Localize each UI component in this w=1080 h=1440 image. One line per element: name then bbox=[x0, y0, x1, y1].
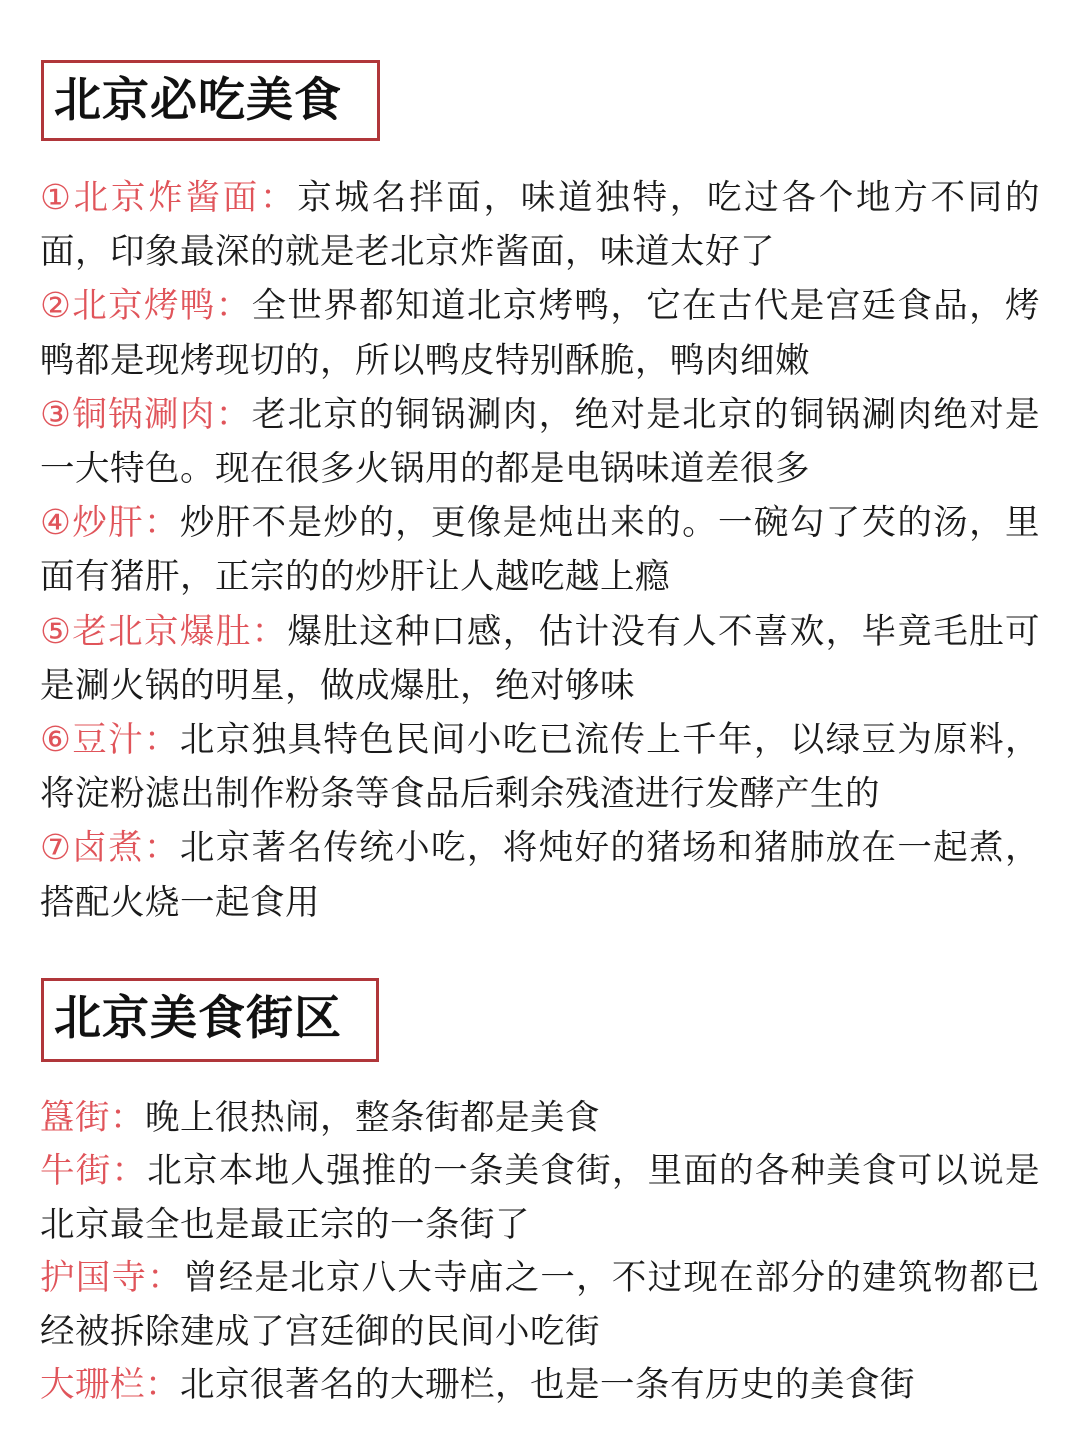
must-eat-food-section bbox=[40, 60, 1040, 930]
food-street-title-box bbox=[41, 978, 379, 1062]
street-item-label: 牛街： bbox=[40, 1151, 148, 1192]
food-item-label: ⑦卤煮： bbox=[40, 828, 180, 869]
street-item-label: 护国寺： bbox=[40, 1258, 183, 1299]
food-item bbox=[40, 713, 1040, 821]
food-item-text: 全世界都知道北京烤鸭，它在古代是宫廷食品，烤鸭都是现烤现切的，所以鸭皮特别酥脆，鸭肉细嫩 bbox=[40, 286, 1040, 381]
street-item bbox=[40, 1092, 1040, 1146]
food-item-text: 老北京的铜锅涮肉，绝对是北京的铜锅涮肉绝对是一大特色。现在很多火锅用的都是电锅味道差很多 bbox=[40, 394, 1040, 490]
street-item bbox=[40, 1145, 1040, 1252]
food-street-section bbox=[40, 978, 1040, 1413]
food-item bbox=[40, 279, 1040, 387]
must-eat-food-title: 北京必吃美食 bbox=[54, 73, 342, 128]
street-item bbox=[40, 1359, 1040, 1413]
street-item-text: 北京本地人强推的一条美食街，里面的各种美食可以说是北京最全也是最正宗的一条街了 bbox=[40, 1151, 1041, 1245]
food-item-label: ⑥豆汁： bbox=[40, 720, 180, 761]
street-item-text: 曾经是北京八大寺庙之一，不过现在部分的建筑物都已经被拆除建成了宫廷御的民间小吃街 bbox=[40, 1258, 1041, 1352]
food-item-text: 北京著名传统小吃，将炖好的猪场和猪肺放在一起煮，搭配火烧一起食用 bbox=[40, 828, 1040, 923]
food-item-label: ④炒肝： bbox=[40, 503, 180, 544]
food-item bbox=[40, 496, 1040, 604]
food-item-text: 京城名拌面，味道独特，吃过各个地方不同的面，印象最深的就是老北京炸酱面，味道太好了 bbox=[40, 178, 1040, 273]
street-item-label: 簋街： bbox=[40, 1097, 145, 1138]
must-eat-food-title-box bbox=[41, 60, 380, 141]
food-item-text: 北京独具特色民间小吃已流传上千年，以绿豆为原料，将淀粉滤出制作粉条等食品后剩余残渣进行发酵产生的 bbox=[40, 720, 1040, 815]
street-item-label: 大珊栏： bbox=[40, 1365, 180, 1406]
food-item bbox=[40, 605, 1040, 713]
food-item-label: ②北京烤鸭： bbox=[40, 286, 252, 327]
street-item bbox=[40, 1252, 1040, 1359]
food-item bbox=[40, 388, 1040, 496]
food-item-text: 爆肚这种口感，估计没有人不喜欢，毕竟毛肚可是涮火锅的明星，做成爆肚，绝对够味 bbox=[40, 611, 1040, 706]
food-item bbox=[40, 171, 1040, 279]
food-street-title: 北京美食街区 bbox=[54, 990, 342, 1046]
food-item-label: ①北京炸酱面： bbox=[40, 178, 298, 218]
food-item-text: 炒肝不是炒的，更像是炖出来的。一碗勾了芡的汤，里面有猪肝，正宗的的炒肝让人越吃越上瘾 bbox=[40, 503, 1040, 598]
street-item-text: 北京很著名的大珊栏，也是一条有历史的美食街 bbox=[180, 1365, 915, 1406]
street-item-text: 晚上很热闹，整条街都是美食 bbox=[145, 1097, 600, 1138]
food-item-label: ③铜锅涮肉： bbox=[40, 394, 252, 435]
food-item-label: ⑤老北京爆肚： bbox=[40, 611, 288, 652]
food-item bbox=[40, 821, 1040, 929]
